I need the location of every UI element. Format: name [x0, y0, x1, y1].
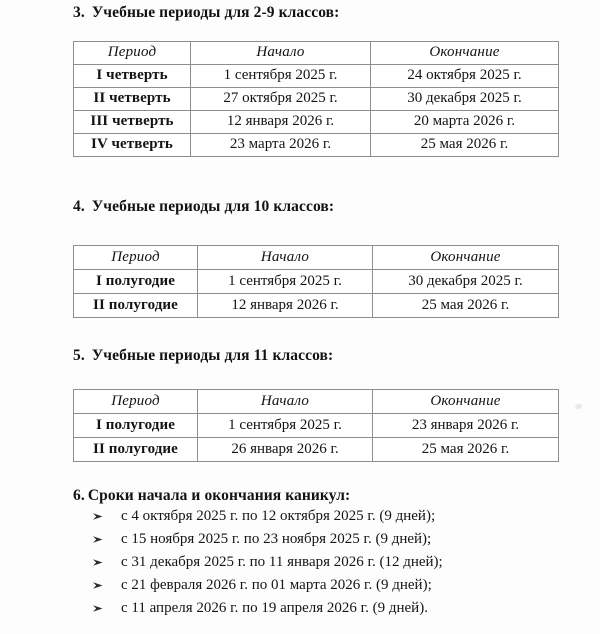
cell-period: I полугодие — [74, 414, 198, 438]
cell-end: 30 декабря 2025 г. — [371, 88, 559, 111]
table-row — [74, 270, 559, 294]
arrow-bullet-icon — [93, 551, 109, 574]
column-header-end: Окончание — [371, 42, 559, 65]
scan-artifact — [574, 403, 582, 410]
cell-period: II полугодие — [74, 294, 198, 318]
cell-end: 23 января 2026 г. — [373, 414, 559, 438]
arrow-bullet-icon — [93, 505, 109, 528]
list-item-text: с 11 апреля 2026 г. по 19 апреля 2026 г. (9 дней). — [121, 600, 428, 616]
column-header-period: Период — [74, 246, 198, 270]
table-header-row — [74, 246, 559, 270]
table-row — [74, 111, 559, 134]
list-item — [93, 551, 443, 574]
list-item — [93, 528, 443, 551]
column-header-end: Окончание — [373, 246, 559, 270]
list-item-text: с 4 октября 2025 г. по 12 октября 2025 г. (9 дней); — [121, 508, 436, 524]
column-header-start: Начало — [191, 42, 371, 65]
cell-start: 27 октября 2025 г. — [191, 88, 371, 111]
section-number-quarters: 3. — [73, 4, 85, 21]
section-title-vacations: Сроки начала и окончания каникул: — [87, 487, 351, 504]
list-item — [93, 597, 443, 620]
cell-period: II полугодие — [74, 438, 198, 462]
list-item — [93, 574, 443, 597]
cell-period: I полугодие — [74, 270, 198, 294]
table-academic-quarters — [73, 41, 559, 157]
section-heading-quarters — [73, 4, 339, 22]
table-row — [74, 88, 559, 111]
list-item-text: с 31 декабря 2025 г. по 11 января 2026 г. (12 дней); — [121, 554, 443, 570]
section-title-quarters: Учебные периоды для 2-9 классов: — [91, 4, 340, 21]
cell-period: IV четверть — [74, 134, 191, 157]
cell-end: 20 марта 2026 г. — [371, 111, 559, 134]
table-row — [74, 65, 559, 88]
section-number-grade11: 5. — [73, 347, 85, 364]
vacations-list — [93, 505, 443, 620]
section-number-vacations: 6. — [73, 487, 85, 504]
section-title-grade11: Учебные периоды для 11 классов: — [91, 347, 334, 364]
table-row — [74, 294, 559, 318]
list-item — [93, 505, 443, 528]
cell-period: II четверть — [74, 88, 191, 111]
cell-end: 25 мая 2026 г. — [373, 294, 559, 318]
cell-start: 12 января 2026 г. — [191, 111, 371, 134]
cell-start: 1 сентября 2025 г. — [198, 414, 373, 438]
arrow-bullet-icon — [93, 528, 109, 551]
cell-end: 25 мая 2026 г. — [373, 438, 559, 462]
cell-period: III четверть — [74, 111, 191, 134]
cell-end: 24 октября 2025 г. — [371, 65, 559, 88]
section-number-grade10: 4. — [73, 198, 85, 215]
column-header-start: Начало — [198, 390, 373, 414]
table-grade11-terms — [73, 389, 559, 462]
list-item-text: с 21 февраля 2026 г. по 01 марта 2026 г. (9 дней); — [121, 577, 432, 593]
table-header-row — [74, 42, 559, 65]
table-row — [74, 414, 559, 438]
column-header-start: Начало — [198, 246, 373, 270]
arrow-bullet-icon — [93, 597, 109, 620]
cell-start: 12 января 2026 г. — [198, 294, 373, 318]
section-heading-vacations — [73, 487, 350, 505]
table-row — [74, 438, 559, 462]
cell-period: I четверть — [74, 65, 191, 88]
table-header-row — [74, 390, 559, 414]
column-header-end: Окончание — [373, 390, 559, 414]
cell-end: 30 декабря 2025 г. — [373, 270, 559, 294]
table-row — [74, 134, 559, 157]
cell-start: 26 января 2026 г. — [198, 438, 373, 462]
arrow-bullet-icon — [93, 574, 109, 597]
section-heading-grade10 — [73, 198, 334, 216]
list-item-text: с 15 ноября 2025 г. по 23 ноября 2025 г. (9 дней); — [121, 531, 432, 547]
section-title-grade10: Учебные периоды для 10 классов: — [91, 198, 335, 215]
cell-start: 1 сентября 2025 г. — [198, 270, 373, 294]
column-header-period: Период — [74, 42, 191, 65]
cell-end: 25 мая 2026 г. — [371, 134, 559, 157]
cell-start: 1 сентября 2025 г. — [191, 65, 371, 88]
table-grade10-terms — [73, 245, 559, 318]
section-heading-grade11 — [73, 347, 333, 365]
cell-start: 23 марта 2026 г. — [191, 134, 371, 157]
column-header-period: Период — [74, 390, 198, 414]
